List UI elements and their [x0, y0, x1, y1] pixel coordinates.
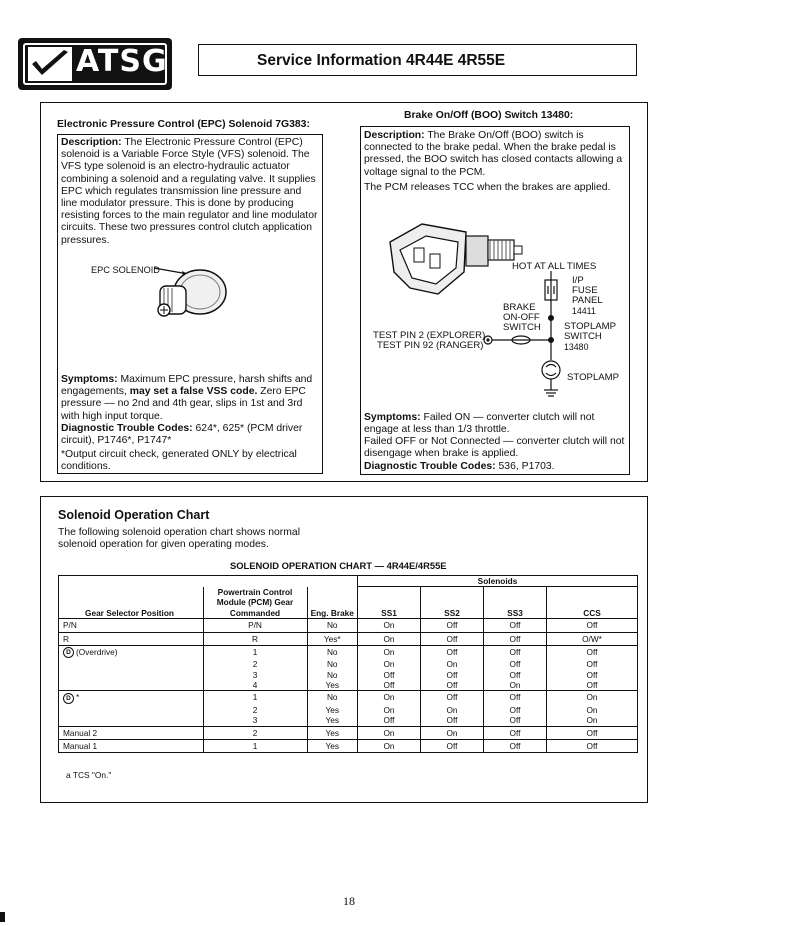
- table-cell: 3: [203, 670, 307, 680]
- table-cell: Off: [484, 740, 547, 753]
- table-row: [59, 680, 638, 691]
- table-cell: Off: [484, 632, 547, 645]
- boo-desc-label: Description:: [364, 130, 425, 141]
- table-cell: Off: [421, 645, 484, 659]
- table-row: [59, 670, 638, 680]
- table-cell: 1: [203, 740, 307, 753]
- table-header-row-1: [59, 576, 638, 587]
- table-cell: On: [358, 740, 421, 753]
- table-cell: Off: [547, 670, 638, 680]
- hot-label: HOT AT ALL TIMES: [512, 261, 597, 272]
- col-header-pcm: Powertrain Control Module (PCM) Gear Commanded: [203, 587, 307, 619]
- table-cell: 1: [203, 691, 307, 705]
- gear-position-label: (Overdrive): [76, 646, 118, 657]
- gear-position-label: *: [76, 692, 80, 703]
- table-cell: 4: [203, 680, 307, 691]
- table-cell: Off: [358, 715, 421, 726]
- table-cell: On: [358, 659, 421, 669]
- stoplamp-switch-label-1: STOPLAMP: [564, 321, 617, 332]
- fuse-label-4: 14411: [572, 306, 596, 316]
- table-row: [59, 632, 638, 645]
- table-cell: On: [547, 691, 638, 705]
- boo-desc-text-2: The PCM releases TCC when the brakes are applied.: [364, 182, 611, 193]
- brake-label-3: SWITCH: [503, 322, 541, 333]
- epc-desc-label: Description:: [61, 137, 122, 148]
- brake-label-1: BRAKE: [503, 302, 536, 313]
- table-cell: On: [358, 619, 421, 632]
- table-cell: On: [358, 645, 421, 659]
- table-cell: 2: [203, 659, 307, 669]
- boo-symptoms-text-2: Failed OFF or Not Connected — converter clutch will not disengage when brake is applied.: [364, 436, 625, 460]
- table-header-row-2: [59, 587, 638, 619]
- table-cell: Off: [421, 691, 484, 705]
- boo-dtc-text: 536, P1703.: [498, 461, 555, 472]
- table-cell: On: [484, 680, 547, 691]
- col-header-ss3: SS3: [484, 587, 547, 619]
- epc-solenoid-illustration: [150, 262, 230, 328]
- table-cell: Off: [421, 670, 484, 680]
- boo-symptoms-text: Failed ON — converter clutch will not engage at less than 1/3 throttle.: [364, 412, 595, 436]
- epc-dtc-text: 624*, 625* (PCM driver circuit), P1746*, P1747*: [61, 423, 303, 447]
- table-cell: Off: [484, 659, 547, 669]
- col-header-ccs: CCS: [547, 587, 638, 619]
- table-cell: Yes: [307, 726, 358, 739]
- table-cell: No: [307, 659, 358, 669]
- table-cell: Off: [484, 726, 547, 739]
- epc-dtc: [61, 423, 323, 447]
- brake-label-2: ON-OFF: [503, 312, 540, 323]
- table-cell: Off: [484, 645, 547, 659]
- gear-position-cell: [59, 740, 204, 753]
- table-cell: On: [358, 691, 421, 705]
- table-cell: Off: [421, 680, 484, 691]
- boo-desc-text: The Brake On/Off (BOO) switch is connected to the brake pedal. When the brake pedal is pressed, the BOO switch has closed contacts allowing a voltage signal to the PCM.: [364, 130, 623, 178]
- boo-heading: Brake On/Off (BOO) Switch 13480:: [404, 110, 574, 121]
- epc-symptoms-text-1: Maximum EPC pressure, harsh shifts and engagements,: [61, 374, 313, 398]
- table-cell: Off: [484, 619, 547, 632]
- table-cell: Off: [547, 645, 638, 659]
- table-cell: On: [547, 705, 638, 715]
- table-cell: Off: [484, 715, 547, 726]
- boo-description: [364, 130, 628, 179]
- table-cell: Off: [547, 680, 638, 691]
- edge-mark: [0, 912, 5, 922]
- fuse-label-2: FUSE: [572, 285, 598, 296]
- stoplamp-switch-label-3: 13480: [564, 342, 589, 352]
- table-cell: On: [358, 726, 421, 739]
- boo-symptoms: [364, 412, 628, 436]
- table-cell: 2: [203, 726, 307, 739]
- test-pin-label-1: TEST PIN 2 (EXPLORER): [373, 330, 486, 341]
- stoplamp-switch-label-2: SWITCH: [564, 331, 602, 342]
- table-cell: 2: [203, 705, 307, 715]
- page-title: Service Information 4R44E 4R55E: [257, 52, 506, 69]
- table-cell: P/N: [203, 619, 307, 632]
- table-cell: On: [358, 632, 421, 645]
- fuse-label-3: PANEL: [572, 295, 603, 306]
- table-row: [59, 645, 638, 659]
- table-cell: Off: [421, 740, 484, 753]
- table-cell: Yes: [307, 705, 358, 715]
- table-cell: Off: [547, 740, 638, 753]
- epc-symptoms-bold: may set a false VSS code.: [129, 386, 258, 398]
- gear-position-cell: [59, 726, 204, 739]
- table-cell: Off: [421, 632, 484, 645]
- table-cell: Off: [421, 619, 484, 632]
- stoplamp-label: STOPLAMP: [567, 372, 620, 383]
- table-row: [59, 726, 638, 739]
- table-cell: Off: [358, 670, 421, 680]
- table-cell: On: [421, 726, 484, 739]
- table-row: [59, 619, 638, 632]
- table-cell: Yes*: [307, 632, 358, 645]
- page-number: 18: [343, 894, 355, 908]
- boo-switch-illustration: [390, 224, 522, 294]
- table-cell: R: [203, 632, 307, 645]
- table-cell: 3: [203, 715, 307, 726]
- col-header-brake: Eng. Brake: [307, 587, 358, 619]
- gear-position-label: Manual 1: [63, 741, 98, 751]
- col-header-ss1: SS1: [358, 587, 421, 619]
- chart-heading: Solenoid Operation Chart: [58, 508, 210, 522]
- table-cell: Off: [484, 705, 547, 715]
- boo-dtc-label: Diagnostic Trouble Codes:: [364, 461, 496, 472]
- table-cell: Off: [547, 659, 638, 669]
- overdrive-icon: D: [63, 647, 74, 658]
- logo-text: ATSG: [76, 44, 168, 79]
- table-cell: Off: [421, 715, 484, 726]
- gear-position-cell: [59, 632, 204, 645]
- epc-symptoms: [61, 374, 323, 423]
- chart-table-title: SOLENOID OPERATION CHART — 4R44E/4R55E: [230, 560, 447, 571]
- title-box: [198, 44, 637, 76]
- table-cell: No: [307, 691, 358, 705]
- table-cell: On: [421, 659, 484, 669]
- gear-position-cell: [59, 645, 204, 659]
- boo-symptoms-label: Symptoms:: [364, 412, 421, 423]
- table-cell: Off: [547, 726, 638, 739]
- table-cell: Yes: [307, 680, 358, 691]
- table-cell: No: [307, 645, 358, 659]
- gear-position-cell: [59, 619, 204, 632]
- col-header-gear: Gear Selector Position: [85, 607, 174, 618]
- table-cell: On: [421, 705, 484, 715]
- solenoids-group-header: Solenoids: [358, 576, 638, 587]
- atsg-logo: [18, 38, 172, 90]
- checkmark-icon: [28, 47, 72, 81]
- table-cell: Yes: [307, 715, 358, 726]
- chart-footnote: a TCS "On.": [66, 770, 112, 780]
- table-row: [59, 715, 638, 726]
- table-row: [59, 705, 638, 715]
- table-row: [59, 691, 638, 705]
- table-cell: No: [307, 619, 358, 632]
- table-cell: Off: [358, 680, 421, 691]
- table-cell: Yes: [307, 740, 358, 753]
- table-cell: 1: [203, 645, 307, 659]
- gear-position-label: P/N: [63, 620, 77, 631]
- test-pin-label-2: TEST PIN 92 (RANGER): [377, 340, 484, 351]
- table-cell: No: [307, 670, 358, 680]
- col-header-ss2: SS2: [421, 587, 484, 619]
- boo-dtc: [364, 461, 628, 473]
- table-row: [59, 740, 638, 753]
- drive-icon: D: [63, 693, 74, 704]
- gear-position-label: Manual 2: [63, 727, 98, 738]
- solenoid-operation-table: [58, 575, 638, 753]
- table-cell: Off: [484, 691, 547, 705]
- table-row: [59, 659, 638, 669]
- epc-solenoid-label: EPC SOLENOID: [91, 265, 160, 275]
- epc-description: [61, 137, 319, 247]
- table-cell: On: [547, 715, 638, 726]
- table-cell: O/W*: [547, 632, 638, 645]
- table-cell: Off: [484, 670, 547, 680]
- epc-desc-text: The Electronic Pressure Control (EPC) solenoid is a Variable Force Style (VFS) solenoid. The VFS type solenoid is an electro-hydraulic actuator combining a solenoid and a regulating valve. It supplies EPC which regulates transmission line pressure and line modulator pressure. This is done by producing resisting forces to the main regulator and line modulator circuits. These two pressures control clutch application pressures.: [61, 137, 318, 246]
- fuse-label-1: I/P: [572, 275, 584, 286]
- gear-position-label: R: [63, 633, 69, 644]
- epc-heading: Electronic Pressure Control (EPC) Solenoid 7G383:: [57, 119, 310, 130]
- gear-position-cell: [59, 691, 204, 705]
- table-cell: Off: [547, 619, 638, 632]
- epc-dtc-label: Diagnostic Trouble Codes:: [61, 423, 193, 434]
- epc-symptoms-text-2: Zero EPC pressure — no 2nd and 4th gear, slips in 1st and 3rd with high input torque.: [61, 386, 306, 422]
- chart-intro: The following solenoid operation chart shows normal solenoid operation for given operating modes.: [58, 527, 301, 551]
- epc-symptoms-label: Symptoms:: [61, 374, 118, 385]
- table-cell: On: [358, 705, 421, 715]
- boo-wiring-schematic: [484, 271, 560, 396]
- epc-footnote: *Output circuit check, generated ONLY by electrical conditions.: [61, 449, 297, 473]
